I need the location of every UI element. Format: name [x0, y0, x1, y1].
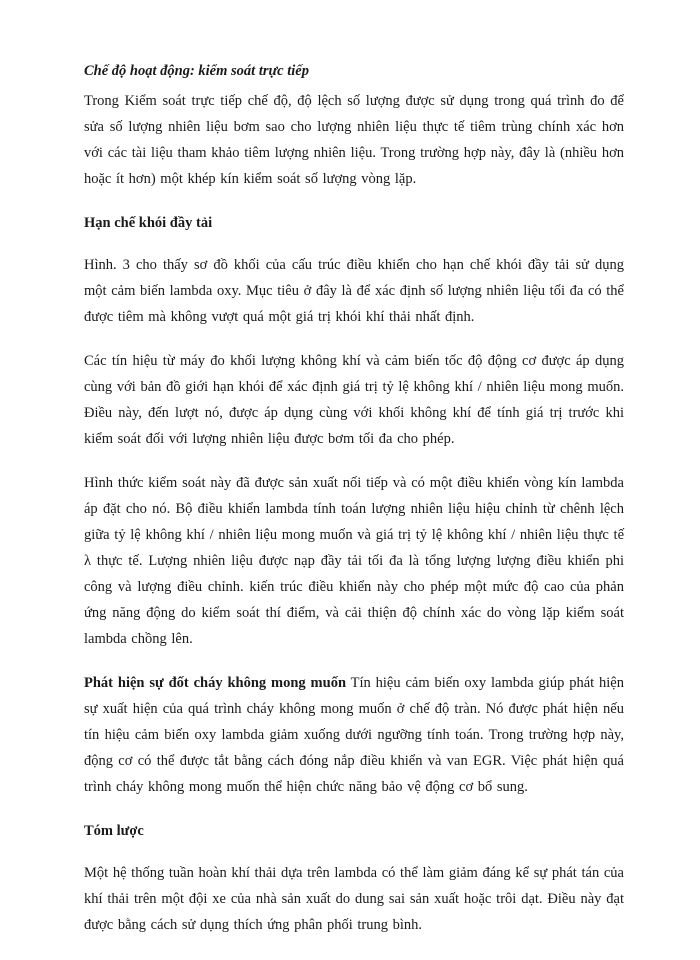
paragraph-smoke-limit-3: Hình thức kiểm soát này đã được sản xuất nối tiếp và có một điều khiển vòng kín lambda áp đặt cho nó. Bộ điều khiển lambda tính toán lượng nhiên liệu hiệu chỉnh từ chênh lệch giữa tỷ lệ không khí / nhiên liệu mong muốn và giá trị tỷ lệ không khí / nhiên liệu thực tế λ thực tế. Lượng nhiên liệu được nạp đầy tải tối đa là tổng lượng lượng điều khiển phi công và lượng điều chỉnh. kiến trúc điều khiển này cho phép một mức độ cao của phản ứng năng động do kiểm soát thí điểm, và cải thiện độ chính xác do vòng lặp kiểm soát lambda chồng lên.	[84, 475, 624, 647]
document-page	[84, 58, 624, 956]
section-heading-direct-control: Chế độ hoạt động: kiểm soát trực tiếp	[84, 63, 309, 79]
section-heading-summary: Tóm lược	[84, 823, 144, 839]
paragraph-combustion-detection	[84, 670, 624, 800]
paragraph-summary: Một hệ thống tuần hoàn khí thải dựa trên lambda có thể làm giảm đáng kể sự phát tán của khí thải trên một đội xe của nhà sản xuất do dung sai sản xuất hoặc trôi dạt. Điều này đạt được bằng cách sử dụng thích ứng phân phối trung bình.	[84, 865, 624, 933]
combustion-detection-body: Tín hiệu cảm biến oxy lambda giúp phát hiện sự xuất hiện của quá trình cháy không mong muốn ở chế độ tràn. Nó được phát hiện nếu tín hiệu cảm biến oxy lambda giảm xuống dưới ngưỡng tính toán. Trong trường hợp này, động cơ có thể được tắt bằng cách đóng nắp điều khiển và van EGR. Việc phát hiện quá trình cháy không mong muốn thể hiện chức năng bảo vệ động cơ bổ sung.	[84, 675, 624, 795]
paragraph-smoke-limit-2: Các tín hiệu từ máy đo khối lượng không khí và cảm biến tốc độ động cơ được áp dụng cùng với bản đồ giới hạn khói để xác định giá trị tỷ lệ không khí / nhiên liệu mong muốn. Điều này, đến lượt nó, được áp dụng cùng với khối không khí để tính giá trị trước khi kiểm soát đối với lượng nhiên liệu được bơm tối đa cho phép.	[84, 353, 624, 447]
section-heading-smoke-limit: Hạn chế khói đầy tải	[84, 215, 213, 231]
inline-heading-combustion-detection: Phát hiện sự đốt cháy không mong muốn	[84, 675, 347, 691]
paragraph-direct-control: Trong Kiểm soát trực tiếp chế độ, độ lệch số lượng được sử dụng trong quá trình đo để sửa số lượng nhiên liệu bơm sao cho lượng nhiên liệu thực tế tiêm trùng chính xác hơn với các tài liệu tham khảo tiêm lượng nhiên liệu. Trong trường hợp này, đây là (nhiều hơn hoặc ít hơn) một khép kín kiểm soát số lượng vòng lặp.	[84, 93, 624, 187]
paragraph-smoke-limit-1: Hình. 3 cho thấy sơ đồ khối của cấu trúc điều khiển cho hạn chế khói đầy tải sử dụng một cảm biến lambda oxy. Mục tiêu ở đây là để xác định số lượng nhiên liệu tối đa có thể được tiêm mà không vượt quá một giá trị khói khí thải nhất định.	[84, 257, 624, 325]
